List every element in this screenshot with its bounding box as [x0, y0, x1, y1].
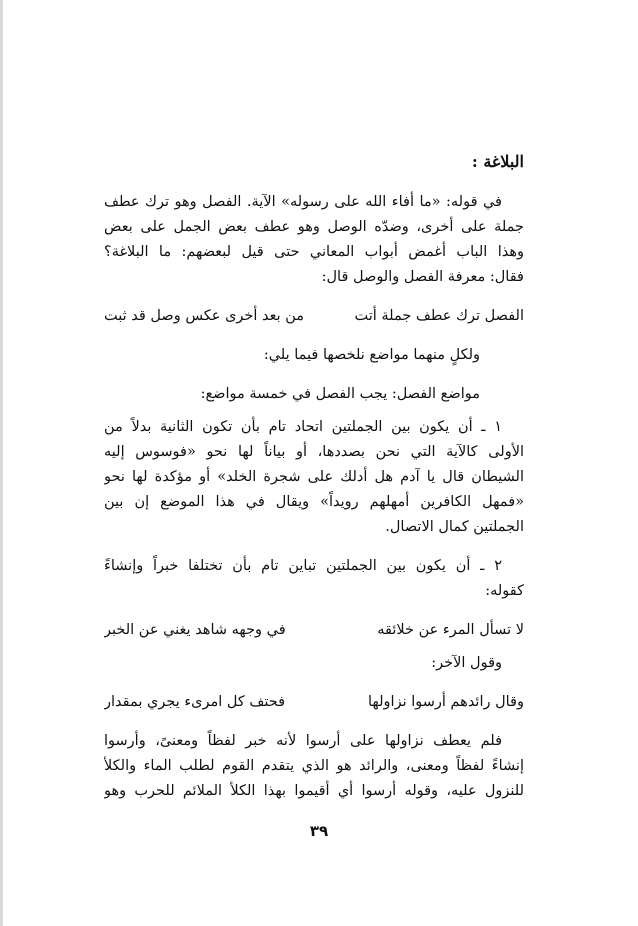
verse-hemistich-first: لا تسأل المرء عن خلائقه: [377, 622, 524, 638]
paragraph-fasl-definition: [104, 190, 524, 290]
text-line: كقوله:: [485, 583, 524, 599]
text-line: وهذا الباب أغمض أبواب المعاني حتى قيل لبعضهم: ما البلاغة؟: [104, 244, 524, 260]
list-item-1: [104, 415, 524, 540]
verse-line-1: [104, 304, 524, 329]
text-line: جملة على أخرى، وضدّه الوصل وهو عطف بعض الجمل على بعض: [104, 219, 524, 235]
scan-edge: [0, 0, 3, 926]
text-line: ٢ ـ أن يكون بين الجملتين تباين تام بأن تختلفا خبراً وإنشاءً: [104, 558, 502, 574]
text-line: ١ ـ أن يكون بين الجملتين اتحاد تام بأن تكون الثانية بدلاً من: [104, 419, 502, 435]
text-line: الأولى كالآية التي نحن بصددها، أو بياناً لها نحو «فوسوس إليه: [104, 444, 524, 460]
verse-line-2: [104, 618, 524, 643]
text-line: في قوله: «ما أفاء الله على رسوله» الآية. الفصل وهو ترك عطف: [104, 194, 502, 210]
list-item-2: [104, 554, 524, 604]
text-line: الشيطان قال يا آدم هل أدلك على شجرة الخلد» أو مؤكدة لها نحو: [104, 469, 524, 485]
other-poet-line: وقول الآخر:: [431, 655, 502, 671]
verse-hemistich-first: وقال رائدهم أرسوا نزاولها: [368, 694, 524, 710]
verse-hemistich-second: فحتف كل امرىء يجري بمقدار: [104, 694, 286, 710]
section-title-fasl-positions: مواضع الفصل: يجب الفصل في خمسة مواضع:: [200, 386, 480, 402]
text-line: «فمهل الكافرين أمهلهم رويداً» ويقال في هذا الموضع إن بين: [104, 494, 524, 510]
intro-line: ولكلٍ منهما مواضع نلخصها فيما يلي:: [263, 347, 480, 363]
text-line: فلم يعطف نزاولها على أرسوا لأنه خبر لفظاً ومعنىً، وأرسوا: [104, 733, 502, 749]
text-line: إنشاءً لفظاً ومعنى، والرائد هو الذي يتقدم القوم لطلب الماء والكلأ: [104, 758, 524, 774]
text-line: فقال: معرفة الفصل والوصل قال:: [321, 269, 524, 285]
verse-line-3: [104, 690, 524, 715]
verse-hemistich-second: في وجهه شاهد يغني عن الخبر: [104, 622, 286, 638]
verse-hemistich-second: من بعد أخرى عكس وصل قد ثبت: [104, 308, 305, 324]
paragraph-explanation: [104, 729, 524, 804]
verse-hemistich-first: الفصل ترك عطف جملة أتت: [354, 308, 524, 324]
page-body: [104, 150, 524, 804]
section-heading-balagha: البلاغة :: [471, 152, 524, 171]
text-line: للنزول عليه، وقوله أرسوا أي أقيموا بهذا الكلأ الملائم للحرب وهو: [104, 783, 524, 799]
text-line: الجملتين كمال الاتصال.: [385, 519, 524, 535]
page-number: ٣٩: [309, 822, 329, 840]
